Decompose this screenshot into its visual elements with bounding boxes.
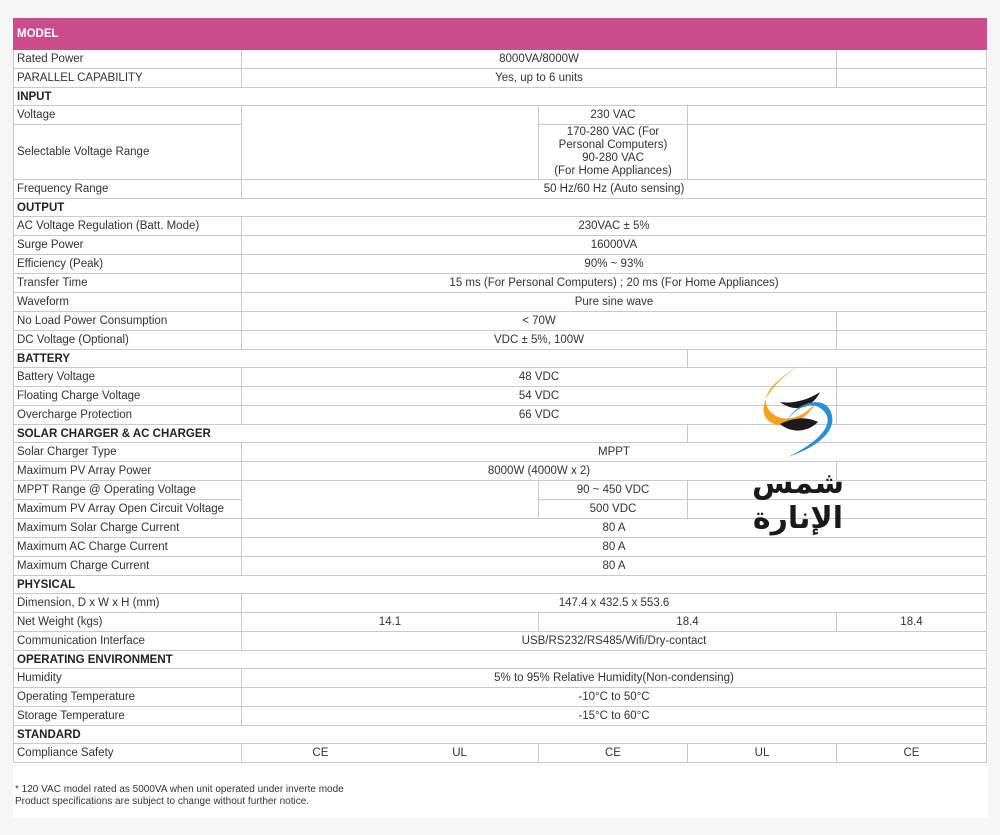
footnote-line: * 120 VAC model rated as 5000VA when unit operated under inverte mode: [15, 784, 344, 795]
section-header: BATTERY: [14, 350, 987, 368]
spec-row: Operating Temperature -10°C to 50°C: [14, 688, 987, 707]
spec-row: Maximum AC Charge Current 80 A: [14, 538, 987, 557]
spec-row: Maximum PV Array Open Circuit Voltage 500 VDC: [14, 500, 987, 519]
spec-row: Transfer Time 15 ms (For Personal Computers) ; 20 ms (For Home Appliances): [14, 274, 987, 293]
footnotes: [15, 784, 344, 808]
spec-row: Efficiency (Peak) 90% ~ 93%: [14, 255, 987, 274]
spec-row: Battery Voltage 48 VDC: [14, 368, 987, 387]
section-header: STANDARD: [14, 726, 987, 744]
spec-row: Compliance Safety CE UL CE UL CE: [14, 744, 987, 763]
spec-row: Frequency Range 50 Hz/60 Hz (Auto sensing): [14, 180, 987, 199]
footnote-line: Product specifications are subject to change without further notice.: [15, 796, 310, 807]
spec-row: Solar Charger Type MPPT: [14, 443, 987, 462]
spec-row: Communication Interface USB/RS232/RS485/Wifi/Dry-contact: [14, 632, 987, 651]
section-header: OUTPUT: [14, 199, 987, 217]
spec-row: Dimension, D x W x H (mm) 147.4 x 432.5 x 553.6: [14, 594, 987, 613]
spec-row: AC Voltage Regulation (Batt. Mode) 230VAC ± 5%: [14, 217, 987, 236]
spec-row: Surge Power 16000VA: [14, 236, 987, 255]
spec-row: Overcharge Protection 66 VDC: [14, 406, 987, 425]
spec-row: Net Weight (kgs) 14.1 18.4 18.4: [14, 613, 987, 632]
spec-row: Storage Temperature -15°C to 60°C: [14, 707, 987, 726]
spec-row: Floating Charge Voltage 54 VDC: [14, 387, 987, 406]
spec-row: Rated Power 8000VA/8000W: [14, 50, 987, 69]
spec-row: MPPT Range @ Operating Voltage 90 ~ 450 VDC: [14, 481, 987, 500]
spec-row: PARALLEL CAPABILITY Yes, up to 6 units: [14, 69, 987, 88]
section-header: PHYSICAL: [14, 576, 987, 594]
spec-row: DC Voltage (Optional) VDC ± 5%, 100W: [14, 331, 987, 350]
spec-row: Waveform Pure sine wave: [14, 293, 987, 312]
spec-row: Maximum Charge Current 80 A: [14, 557, 987, 576]
spec-row: Selectable Voltage Range 170-280 VAC (For Personal Computers) 90-280 VAC (For Home Appliances): [14, 125, 987, 180]
model-label: MODEL: [14, 19, 242, 50]
spec-row: Maximum PV Array Power 8000W (4000W x 2): [14, 462, 987, 481]
spec-row: Humidity 5% to 95% Relative Humidity(Non-condensing): [14, 669, 987, 688]
spec-row: Maximum Solar Charge Current 80 A: [14, 519, 987, 538]
model-header-row: [14, 19, 987, 50]
spec-row: Voltage 230 VAC: [14, 106, 987, 125]
spec-row: No Load Power Consumption < 70W: [14, 312, 987, 331]
section-header: OPERATING ENVIRONMENT: [14, 651, 987, 669]
section-header: SOLAR CHARGER & AC CHARGER: [14, 425, 987, 443]
watermark-text: شمس الإنارة: [751, 466, 845, 536]
section-header: INPUT: [14, 88, 987, 106]
